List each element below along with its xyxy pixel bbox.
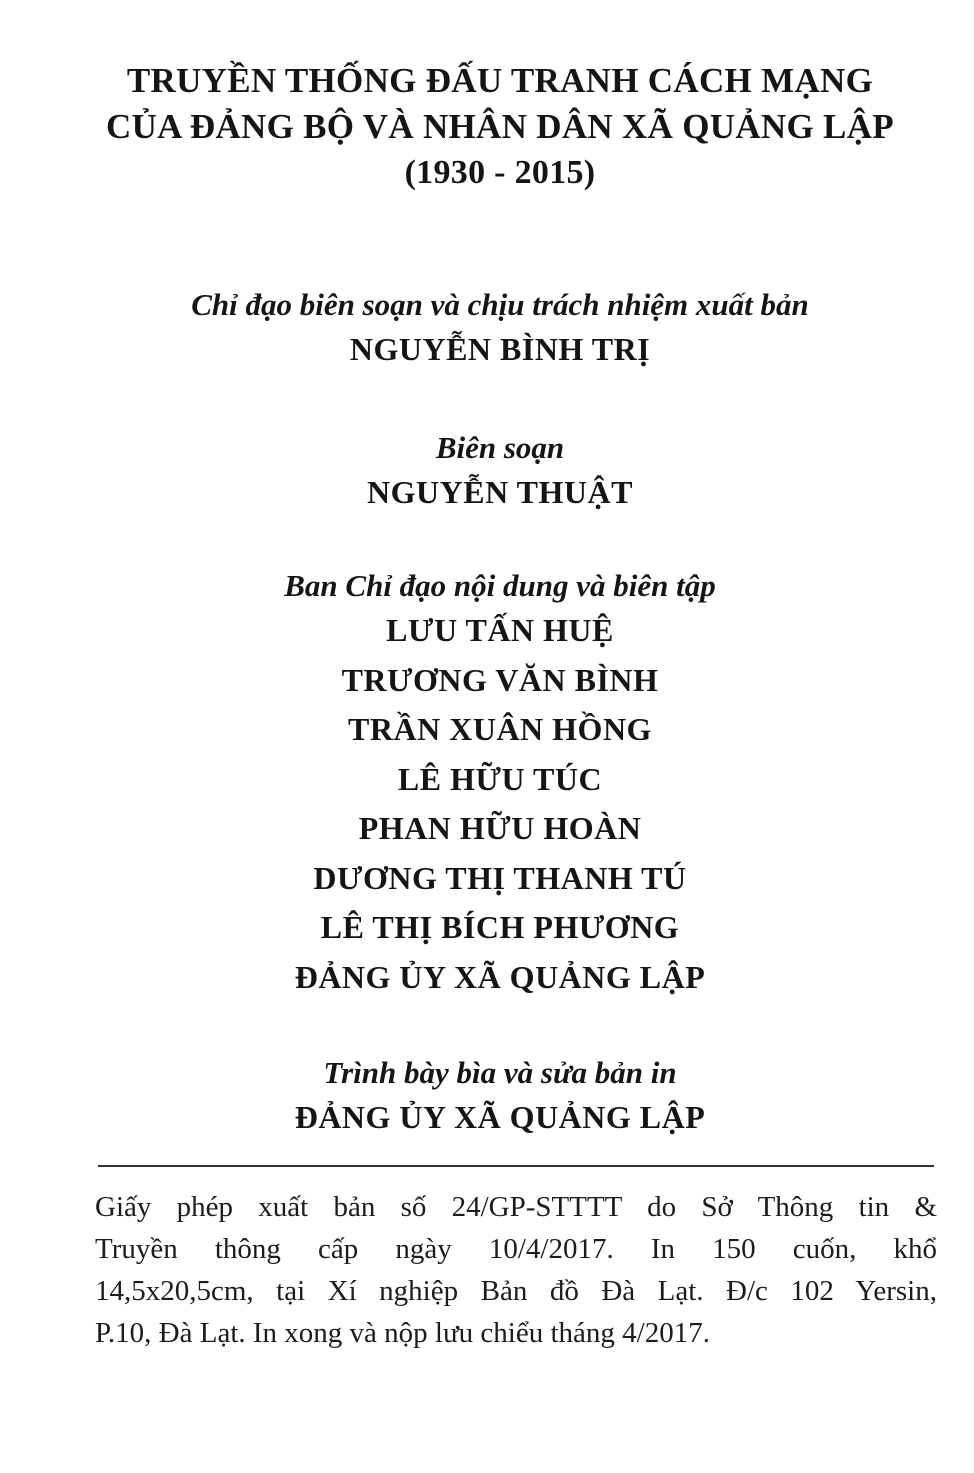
imprint-line: P.10, Đà Lạt. In xong và nộp lưu chiểu tháng 4/2017. <box>95 1317 710 1349</box>
book-title-line-2: CỦA ĐẢNG BỘ VÀ NHÂN DÂN XÃ QUẢNG LẬP <box>106 107 894 146</box>
credit-name: LÊ THỊ BÍCH PHƯƠNG <box>320 909 680 945</box>
credit-name: NGUYỄN BÌNH TRỊ <box>349 331 651 367</box>
credit-editorial-board <box>40 566 960 1002</box>
credit-role: Ban Chỉ đạo nội dung và biên tập <box>284 568 716 603</box>
credit-name: TRẦN XUÂN HỒNG <box>348 711 652 747</box>
imprint-line: Truyền thông cấp ngày 10/4/2017. In 150 cuốn, khổ <box>95 1233 937 1265</box>
credit-name: NGUYỄN THUẬT <box>367 474 633 510</box>
credit-role: Biên soạn <box>435 430 565 465</box>
imprint-line: Giấy phép xuất bản số 24/GP-STTTT do Sở Thông tin & <box>95 1191 937 1223</box>
book-title-line-1: TRUYỀN THỐNG ĐẤU TRANH CÁCH MẠNG <box>126 61 874 100</box>
credit-compiler <box>40 428 960 518</box>
book-title-years: (1930 - 2015) <box>404 154 596 191</box>
credit-name: PHAN HỮU HOÀN <box>358 810 642 846</box>
credit-name: LÊ HỮU TÚC <box>397 760 603 797</box>
credit-role: Chỉ đạo biên soạn và chịu trách nhiệm xuất bản <box>191 287 809 322</box>
divider-line <box>98 1165 934 1167</box>
publication-imprint <box>95 1186 937 1354</box>
credit-name: LƯU TẤN HUỆ <box>386 612 614 648</box>
credit-role: Trình bày bìa và sửa bản in <box>323 1055 677 1090</box>
credit-editorial-director <box>40 285 960 375</box>
book-title <box>60 58 940 196</box>
credit-name: DƯƠNG THỊ THANH TÚ <box>313 859 687 896</box>
credit-name: ĐẢNG ỦY XÃ QUẢNG LẬP <box>294 958 706 995</box>
credit-cover-and-proofreading <box>40 1053 960 1143</box>
credit-name: ĐẢNG ỦY XÃ QUẢNG LẬP <box>294 1099 706 1135</box>
credit-name: TRƯƠNG VĂN BÌNH <box>341 661 659 698</box>
imprint-line: 14,5x20,5cm, tại Xí nghiệp Bản đồ Đà Lạt. Đ/c 102 Yersin, <box>95 1275 937 1307</box>
